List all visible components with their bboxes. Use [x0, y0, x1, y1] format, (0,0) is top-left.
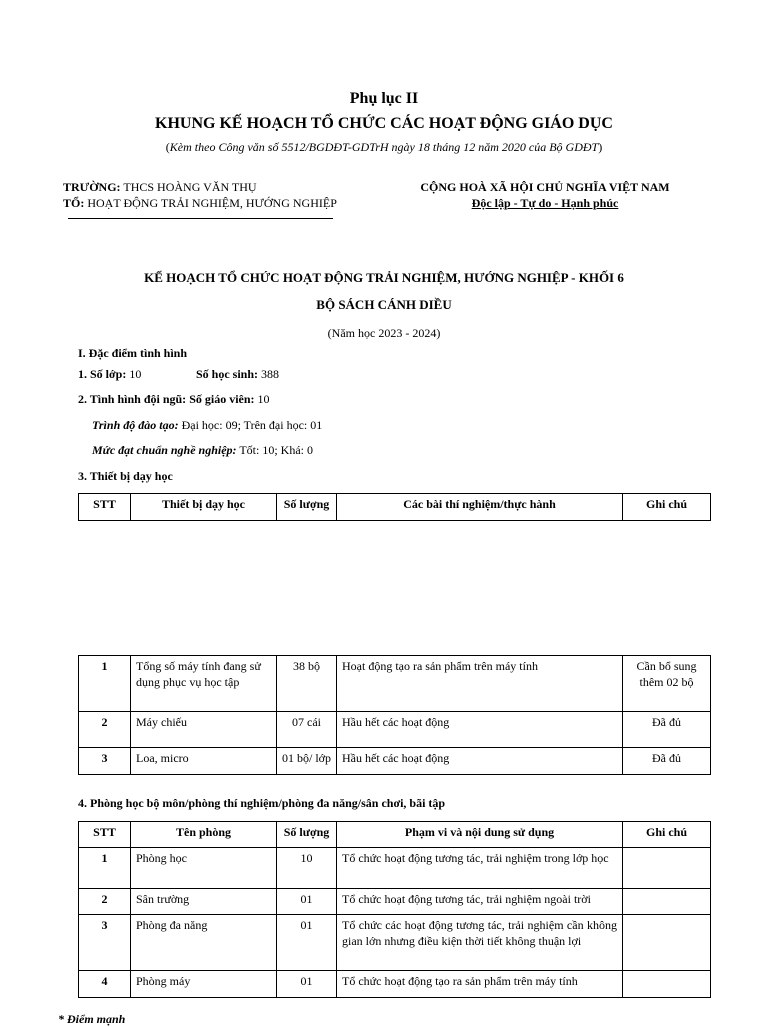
table-row: 3 Phòng đa năng 01 Tổ chức các hoạt động tương tác, trải nghiệm cần không gian lớn nhưng điều kiện thời tiết không thuận lợi — [79, 915, 711, 971]
school-year: (Năm học 2023 - 2024) — [327, 326, 441, 340]
col-usage: Phạm vi và nội dung sử dụng — [337, 822, 623, 848]
strengths-label: * Điểm mạnh — [58, 1012, 126, 1026]
school-line — [63, 180, 257, 195]
col-note: Ghi chú — [623, 494, 711, 521]
table-row: 2 Sân trường 01 Tổ chức hoạt động tương tác, trải nghiệm ngoài trời — [79, 889, 711, 915]
equipment-heading: 3. Thiết bị dạy học — [78, 469, 173, 483]
main-title: KHUNG KẾ HOẠCH TỔ CHỨC CÁC HOẠT ĐỘNG GIÁO DỤC — [155, 115, 613, 132]
standard-line: Mức đạt chuẩn nghề nghiệp: Tốt: 10; Khá: 0 — [92, 443, 313, 457]
col-room-name: Tên phòng — [131, 822, 277, 848]
department-label: TỔ: — [63, 196, 85, 210]
motto-line — [380, 196, 710, 211]
table-row: 2 Máy chiếu 07 cái Hầu hết các hoạt động Đã đủ — [79, 712, 711, 748]
nation-name: CỘNG HOÀ XÃ HỘI CHỦ NGHĨA VIỆT NAM — [420, 180, 670, 194]
rooms-table — [78, 821, 711, 998]
equipment-table-header — [78, 493, 711, 521]
col-experiments: Các bài thí nghiệm/thực hành — [337, 494, 623, 521]
school-label: TRƯỜNG: — [63, 180, 121, 194]
equipment-table — [78, 655, 711, 775]
staff-line: 2. Tình hình đội ngũ: Số giáo viên: 10 — [78, 392, 270, 406]
student-count-line: Số học sinh: 388 — [196, 367, 280, 381]
table-row: 1 Tổng số máy tính đang sử dụng phục vụ học tập 38 bộ Hoạt động tạo ra sản phẩm trên máy tính Cần bổ sung thêm 02 bộ — [79, 656, 711, 712]
school-underline — [68, 218, 333, 219]
table-row: 4 Phòng máy 01 Tổ chức hoạt động tạo ra sản phẩm trên máy tính — [79, 971, 711, 998]
school-value: THCS HOÀNG VĂN THỤ — [123, 180, 257, 194]
table-row: 1 Phòng học 10 Tổ chức hoạt động tương tác, trải nghiệm trong lớp học — [79, 848, 711, 889]
col-quantity: Số lượng — [277, 494, 337, 521]
col-stt: STT — [79, 822, 131, 848]
department-value: HOẠT ĐỘNG TRẢI NGHIỆM, HƯỚNG NGHIỆP — [87, 196, 337, 210]
col-note: Ghi chú — [623, 822, 711, 848]
motto: Độc lập - Tự do - Hạnh phúc — [471, 196, 619, 210]
col-stt: STT — [79, 494, 131, 521]
subtitle: (Kèm theo Công văn số 5512/BGDĐT-GDTrH ngày 18 tháng 12 năm 2020 của Bộ GDĐT) — [165, 140, 603, 154]
class-count-line: 1. Số lớp: 10 — [78, 367, 142, 381]
training-line: Trình độ đào tạo: Đại học: 09; Trên đại học: 01 — [92, 418, 323, 432]
section1-heading: I. Đặc điểm tình hình — [78, 346, 188, 360]
rooms-heading: 4. Phòng học bộ môn/phòng thí nghiệm/phòng đa năng/sân chơi, bãi tập — [78, 796, 446, 810]
department-line — [63, 196, 337, 211]
col-equipment: Thiết bị dạy học — [131, 494, 277, 521]
table-row: 3 Loa, micro 01 bộ/ lớp Hầu hết các hoạt động Đã đủ — [79, 748, 711, 775]
plan-title: KẾ HOẠCH TỔ CHỨC HOẠT ĐỘNG TRẢI NGHIỆM, HƯỚNG NGHIỆP - KHỐI 6 — [144, 270, 624, 285]
book-set: BỘ SÁCH CÁNH DIỀU — [316, 297, 452, 312]
appendix-label: Phụ lục II — [349, 90, 419, 107]
col-quantity: Số lượng — [277, 822, 337, 848]
